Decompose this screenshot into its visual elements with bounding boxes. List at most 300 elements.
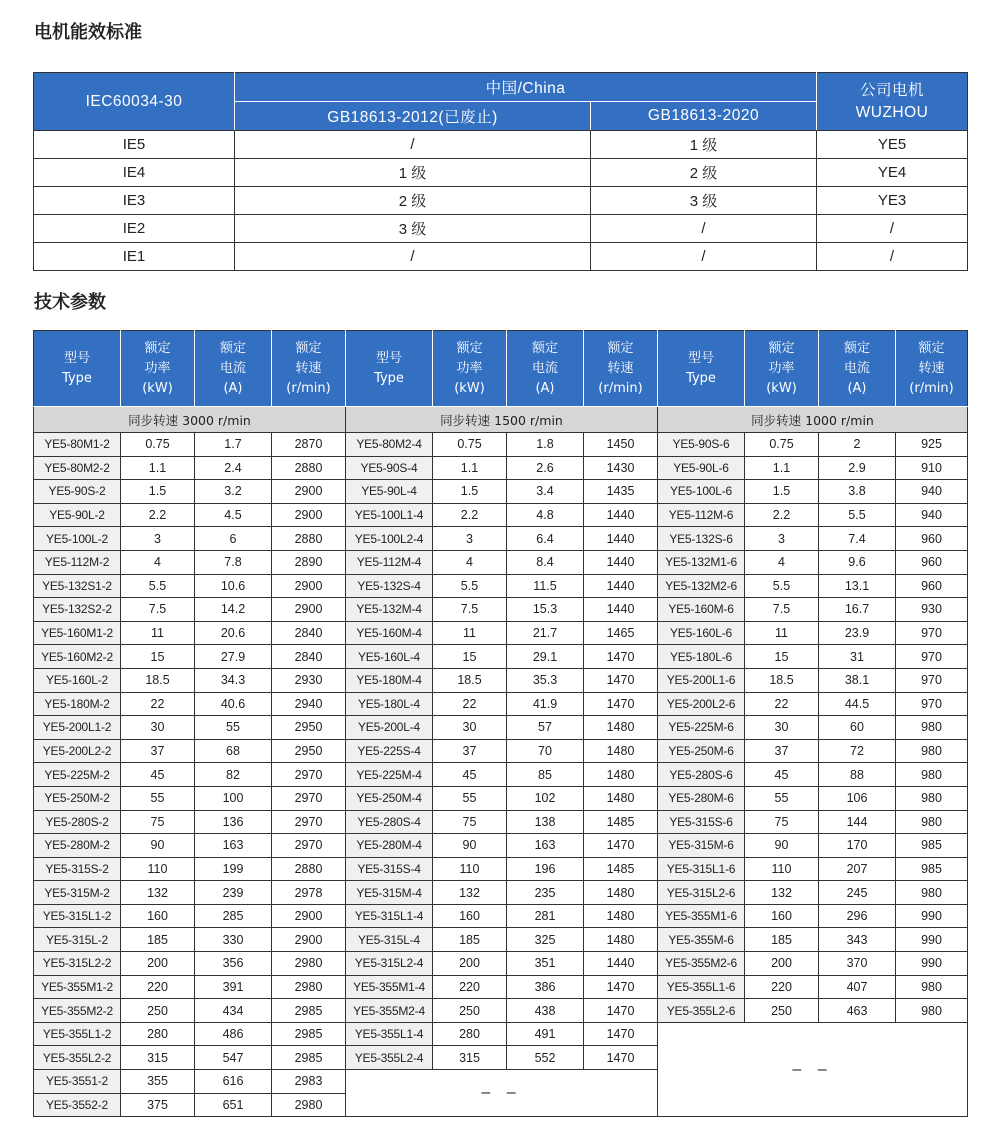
speed-cell: 990 [896, 904, 968, 928]
spec-row [34, 668, 968, 692]
speed-cell: 1440 [584, 574, 658, 598]
model-cell: YE5-90S-4 [346, 456, 433, 480]
header-power-line1: 额定 [768, 340, 795, 356]
power-cell: 185 [121, 928, 195, 952]
speed-cell: 2840 [272, 645, 346, 669]
current-cell: 163 [195, 834, 272, 858]
power-cell: 3 [121, 527, 195, 551]
speed-group-label: 同步转速 1500 r/min [346, 407, 658, 433]
model-cell: YE5-355M2-6 [658, 952, 745, 976]
spec-row [34, 904, 968, 928]
speed-cell: 2970 [272, 786, 346, 810]
current-cell: 136 [195, 810, 272, 834]
power-cell: 1.1 [433, 456, 507, 480]
current-cell: 7.8 [195, 550, 272, 574]
header-speed-line1: 额定 [295, 340, 322, 356]
speed-cell: 1440 [584, 952, 658, 976]
speed-cell: 985 [896, 857, 968, 881]
current-cell: 235 [507, 881, 584, 905]
header-current-line2: 电流 [843, 360, 870, 376]
current-cell: 70 [507, 739, 584, 763]
model-cell: YE5-132S2-2 [34, 598, 121, 622]
current-cell: 351 [507, 952, 584, 976]
header-speed-line3: (r/min) [598, 380, 643, 396]
power-cell: 30 [433, 716, 507, 740]
header-current-line3: (A) [535, 380, 555, 396]
current-cell: 85 [507, 763, 584, 787]
current-cell: 2 [819, 433, 896, 457]
speed-cell: 980 [896, 786, 968, 810]
power-cell: 280 [121, 1022, 195, 1046]
power-cell: 7.5 [433, 598, 507, 622]
speed-cell: 1480 [584, 928, 658, 952]
header-current-line2: 电流 [219, 360, 246, 376]
power-cell: 37 [745, 739, 819, 763]
spec-row [34, 1022, 968, 1046]
speed-cell: 2900 [272, 503, 346, 527]
model-cell: YE5-315S-2 [34, 857, 121, 881]
current-cell: 41.9 [507, 692, 584, 716]
current-cell: 2.6 [507, 456, 584, 480]
spec-row [34, 550, 968, 574]
header-company-line2: WUZHOU [855, 103, 929, 121]
power-cell: 15 [121, 645, 195, 669]
speed-cell: 2950 [272, 739, 346, 763]
speed-cell: 2880 [272, 527, 346, 551]
model-cell: YE5-200L2-6 [658, 692, 745, 716]
current-cell: 651 [195, 1093, 272, 1117]
speed-cell: 1480 [584, 881, 658, 905]
model-cell: YE5-355L2-6 [658, 999, 745, 1023]
gb2020-grade-cell: / [591, 243, 817, 271]
speed-cell: 990 [896, 952, 968, 976]
power-cell: 4 [745, 550, 819, 574]
speed-cell: 2970 [272, 763, 346, 787]
power-cell: 220 [433, 975, 507, 999]
efficiency-row [34, 159, 968, 187]
header-power-line3: (kW) [766, 380, 797, 396]
power-cell: 18.5 [745, 668, 819, 692]
speed-cell: 1485 [584, 857, 658, 881]
power-cell: 3 [745, 527, 819, 551]
current-cell: 170 [819, 834, 896, 858]
current-cell: 547 [195, 1046, 272, 1070]
power-cell: 355 [121, 1070, 195, 1094]
speed-cell: 1470 [584, 668, 658, 692]
speed-cell: 2930 [272, 668, 346, 692]
power-cell: 3 [433, 527, 507, 551]
current-cell: 27.9 [195, 645, 272, 669]
model-cell: YE5-132M1-6 [658, 550, 745, 574]
speed-cell: 980 [896, 975, 968, 999]
speed-cell: 2950 [272, 716, 346, 740]
current-cell: 13.1 [819, 574, 896, 598]
current-cell: 386 [507, 975, 584, 999]
spec-row [34, 716, 968, 740]
power-cell: 22 [745, 692, 819, 716]
spec-row [34, 456, 968, 480]
current-cell: 486 [195, 1022, 272, 1046]
speed-cell: 1470 [584, 1022, 658, 1046]
power-cell: 1.5 [433, 480, 507, 504]
model-cell: YE5-315S-4 [346, 857, 433, 881]
model-cell: YE5-3552-2 [34, 1093, 121, 1117]
current-cell: 4.5 [195, 503, 272, 527]
header-current [195, 331, 272, 407]
power-cell: 75 [433, 810, 507, 834]
power-cell: 110 [433, 857, 507, 881]
model-cell: YE5-355L1-6 [658, 975, 745, 999]
power-cell: 11 [433, 621, 507, 645]
model-cell: YE5-315L1-6 [658, 857, 745, 881]
current-cell: 40.6 [195, 692, 272, 716]
speed-cell: 960 [896, 574, 968, 598]
model-cell: YE5-250M-2 [34, 786, 121, 810]
current-cell: 370 [819, 952, 896, 976]
speed-cell: 2985 [272, 1022, 346, 1046]
header-current [507, 331, 584, 407]
speed-cell: 940 [896, 503, 968, 527]
speed-cell: 1470 [584, 645, 658, 669]
current-cell: 14.2 [195, 598, 272, 622]
model-cell: YE5-315L2-4 [346, 952, 433, 976]
power-cell: 1.1 [121, 456, 195, 480]
speed-cell: 980 [896, 810, 968, 834]
model-cell: YE5-225S-4 [346, 739, 433, 763]
header-type-en: Type [686, 370, 716, 386]
model-cell: YE5-100L-6 [658, 480, 745, 504]
model-cell: YE5-160M-4 [346, 621, 433, 645]
current-cell: 463 [819, 999, 896, 1023]
current-cell: 55 [195, 716, 272, 740]
speed-cell: 2940 [272, 692, 346, 716]
spec-row [34, 739, 968, 763]
current-cell: 438 [507, 999, 584, 1023]
power-cell: 220 [121, 975, 195, 999]
header-company [817, 73, 968, 131]
speed-cell: 970 [896, 668, 968, 692]
speed-cell: 1470 [584, 834, 658, 858]
model-cell: YE5-160M-6 [658, 598, 745, 622]
model-cell: YE5-355L2-2 [34, 1046, 121, 1070]
current-cell: 552 [507, 1046, 584, 1070]
model-cell: YE5-315S-6 [658, 810, 745, 834]
current-cell: 325 [507, 928, 584, 952]
current-cell: 72 [819, 739, 896, 763]
power-cell: 4 [433, 550, 507, 574]
header-power-line1: 额定 [144, 340, 171, 356]
gb2020-grade-cell: / [591, 215, 817, 243]
speed-cell: 1480 [584, 716, 658, 740]
speed-cell: 980 [896, 716, 968, 740]
power-cell: 132 [433, 881, 507, 905]
current-cell: 100 [195, 786, 272, 810]
speed-cell: 980 [896, 763, 968, 787]
speed-cell: 910 [896, 456, 968, 480]
speed-cell: 980 [896, 999, 968, 1023]
power-cell: 5.5 [745, 574, 819, 598]
spec-row [34, 645, 968, 669]
current-cell: 21.7 [507, 621, 584, 645]
current-cell: 285 [195, 904, 272, 928]
speed-cell: 2890 [272, 550, 346, 574]
speed-cell: 980 [896, 881, 968, 905]
model-cell: YE5-315L2-6 [658, 881, 745, 905]
model-cell: YE5-200L2-2 [34, 739, 121, 763]
model-cell: YE5-160M2-2 [34, 645, 121, 669]
model-cell: YE5-355M2-4 [346, 999, 433, 1023]
model-cell: YE5-280S-4 [346, 810, 433, 834]
speed-cell: 960 [896, 550, 968, 574]
model-cell: YE5-200L1-6 [658, 668, 745, 692]
model-cell: YE5-90S-2 [34, 480, 121, 504]
model-cell: YE5-90S-6 [658, 433, 745, 457]
spec-row [34, 692, 968, 716]
model-cell: YE5-280M-6 [658, 786, 745, 810]
current-cell: 29.1 [507, 645, 584, 669]
speed-cell: 2870 [272, 433, 346, 457]
current-cell: 35.3 [507, 668, 584, 692]
speed-cell: 2840 [272, 621, 346, 645]
current-cell: 15.3 [507, 598, 584, 622]
header-power-line3: (kW) [454, 380, 485, 396]
model-cell: YE5-180L-4 [346, 692, 433, 716]
current-cell: 9.6 [819, 550, 896, 574]
gb2020-grade-cell: 2 级 [591, 159, 817, 187]
power-cell: 250 [121, 999, 195, 1023]
header-gb2012: GB18613-2012(已废止) [235, 102, 591, 131]
current-cell: 5.5 [819, 503, 896, 527]
speed-cell: 2970 [272, 834, 346, 858]
model-cell: YE5-355M2-2 [34, 999, 121, 1023]
speed-cell: 970 [896, 621, 968, 645]
speed-cell: 2900 [272, 598, 346, 622]
power-cell: 110 [121, 857, 195, 881]
current-cell: 616 [195, 1070, 272, 1094]
spec-row [34, 621, 968, 645]
power-cell: 1.5 [745, 480, 819, 504]
model-cell: YE5-355L1-2 [34, 1022, 121, 1046]
speed-cell: 2980 [272, 1093, 346, 1117]
power-cell: 315 [433, 1046, 507, 1070]
efficiency-row [34, 215, 968, 243]
power-cell: 37 [433, 739, 507, 763]
model-cell: YE5-355L2-4 [346, 1046, 433, 1070]
header-speed-line1: 额定 [607, 340, 634, 356]
power-cell: 250 [433, 999, 507, 1023]
spec-row [34, 999, 968, 1023]
power-cell: 18.5 [121, 668, 195, 692]
current-cell: 330 [195, 928, 272, 952]
header-iec: IEC60034-30 [34, 73, 235, 131]
speed-cell: 925 [896, 433, 968, 457]
model-cell: YE5-100L-2 [34, 527, 121, 551]
spec-row [34, 975, 968, 999]
header-power-line2: 功率 [456, 360, 483, 376]
current-cell: 23.9 [819, 621, 896, 645]
current-cell: 102 [507, 786, 584, 810]
header-speed-line3: (r/min) [909, 380, 954, 396]
current-cell: 38.1 [819, 668, 896, 692]
spec-heading: 技术参数 [34, 292, 106, 313]
power-cell: 200 [745, 952, 819, 976]
model-cell: YE5-280S-2 [34, 810, 121, 834]
header-speed [272, 331, 346, 407]
current-cell: 391 [195, 975, 272, 999]
power-cell: 160 [121, 904, 195, 928]
header-speed [896, 331, 968, 407]
current-cell: 57 [507, 716, 584, 740]
header-speed-line2: 转速 [295, 360, 322, 376]
model-cell: YE5-315L-4 [346, 928, 433, 952]
efficiency-table [33, 72, 968, 271]
model-cell: YE5-280M-4 [346, 834, 433, 858]
speed-cell: 1465 [584, 621, 658, 645]
iec-class-cell: IE2 [34, 215, 235, 243]
iec-class-cell: IE5 [34, 131, 235, 159]
power-cell: 0.75 [121, 433, 195, 457]
model-cell: YE5-355M1-4 [346, 975, 433, 999]
current-cell: 8.4 [507, 550, 584, 574]
power-cell: 75 [745, 810, 819, 834]
efficiency-heading: 电机能效标准 [34, 22, 142, 43]
model-cell: YE5-132S-4 [346, 574, 433, 598]
model-cell: YE5-315L1-2 [34, 904, 121, 928]
current-cell: 281 [507, 904, 584, 928]
power-cell: 0.75 [433, 433, 507, 457]
spec-row [34, 786, 968, 810]
header-current-line1: 额定 [843, 340, 870, 356]
power-cell: 90 [433, 834, 507, 858]
header-current-line2: 电流 [531, 360, 558, 376]
power-cell: 2.2 [745, 503, 819, 527]
header-company-line1: 公司电机 [859, 81, 924, 99]
current-cell: 407 [819, 975, 896, 999]
header-current-line3: (A) [847, 380, 867, 396]
speed-cell: 2880 [272, 857, 346, 881]
power-cell: 45 [745, 763, 819, 787]
header-type-en: Type [62, 370, 92, 386]
model-cell: YE5-180M-2 [34, 692, 121, 716]
header-power-line2: 功率 [768, 360, 795, 376]
current-cell: 491 [507, 1022, 584, 1046]
current-cell: 144 [819, 810, 896, 834]
current-cell: 16.7 [819, 598, 896, 622]
current-cell: 7.4 [819, 527, 896, 551]
company-model-cell: / [817, 215, 968, 243]
power-cell: 160 [433, 904, 507, 928]
speed-cell: 2970 [272, 810, 346, 834]
power-cell: 375 [121, 1093, 195, 1117]
model-cell: YE5-250M-6 [658, 739, 745, 763]
empty-group-mark: – – [658, 1022, 968, 1116]
current-cell: 196 [507, 857, 584, 881]
power-cell: 5.5 [433, 574, 507, 598]
speed-cell: 2985 [272, 999, 346, 1023]
spec-table [33, 330, 968, 1117]
company-model-cell: YE4 [817, 159, 968, 187]
model-cell: YE5-355M-6 [658, 928, 745, 952]
header-current-line1: 额定 [219, 340, 246, 356]
speed-cell: 1470 [584, 692, 658, 716]
power-cell: 37 [121, 739, 195, 763]
model-cell: YE5-100L1-4 [346, 503, 433, 527]
model-cell: YE5-112M-6 [658, 503, 745, 527]
speed-cell: 1435 [584, 480, 658, 504]
power-cell: 22 [433, 692, 507, 716]
current-cell: 1.8 [507, 433, 584, 457]
spec-row [34, 834, 968, 858]
efficiency-row [34, 131, 968, 159]
speed-cell: 980 [896, 739, 968, 763]
current-cell: 82 [195, 763, 272, 787]
speed-cell: 2900 [272, 574, 346, 598]
power-cell: 132 [745, 881, 819, 905]
company-model-cell: / [817, 243, 968, 271]
speed-cell: 930 [896, 598, 968, 622]
power-cell: 7.5 [121, 598, 195, 622]
speed-cell: 2978 [272, 881, 346, 905]
model-cell: YE5-315L-2 [34, 928, 121, 952]
spec-row [34, 952, 968, 976]
header-power [121, 331, 195, 407]
power-cell: 185 [433, 928, 507, 952]
current-cell: 199 [195, 857, 272, 881]
power-cell: 55 [433, 786, 507, 810]
model-cell: YE5-355M1-2 [34, 975, 121, 999]
speed-cell: 1480 [584, 786, 658, 810]
current-cell: 10.6 [195, 574, 272, 598]
speed-cell: 2983 [272, 1070, 346, 1094]
power-cell: 2.2 [121, 503, 195, 527]
current-cell: 60 [819, 716, 896, 740]
speed-cell: 2900 [272, 904, 346, 928]
iec-class-cell: IE1 [34, 243, 235, 271]
model-cell: YE5-355L1-4 [346, 1022, 433, 1046]
gb2012-grade-cell: / [235, 131, 591, 159]
power-cell: 55 [745, 786, 819, 810]
power-cell: 160 [745, 904, 819, 928]
model-cell: YE5-112M-4 [346, 550, 433, 574]
speed-cell: 985 [896, 834, 968, 858]
current-cell: 343 [819, 928, 896, 952]
model-cell: YE5-280S-6 [658, 763, 745, 787]
header-current-line1: 额定 [531, 340, 558, 356]
speed-cell: 990 [896, 928, 968, 952]
power-cell: 4 [121, 550, 195, 574]
power-cell: 90 [745, 834, 819, 858]
speed-cell: 940 [896, 480, 968, 504]
model-cell: YE5-80M2-4 [346, 433, 433, 457]
spec-row [34, 598, 968, 622]
header-power [433, 331, 507, 407]
model-cell: YE5-90L-6 [658, 456, 745, 480]
iec-class-cell: IE4 [34, 159, 235, 187]
current-cell: 4.8 [507, 503, 584, 527]
current-cell: 44.5 [819, 692, 896, 716]
header-speed-line2: 转速 [607, 360, 634, 376]
spec-row [34, 857, 968, 881]
model-cell: YE5-315M-6 [658, 834, 745, 858]
header-speed-line2: 转速 [918, 360, 945, 376]
model-cell: YE5-160L-2 [34, 668, 121, 692]
gb2012-grade-cell: / [235, 243, 591, 271]
model-cell: YE5-280M-2 [34, 834, 121, 858]
model-cell: YE5-355M1-6 [658, 904, 745, 928]
current-cell: 88 [819, 763, 896, 787]
gb2012-grade-cell: 2 级 [235, 187, 591, 215]
company-model-cell: YE3 [817, 187, 968, 215]
